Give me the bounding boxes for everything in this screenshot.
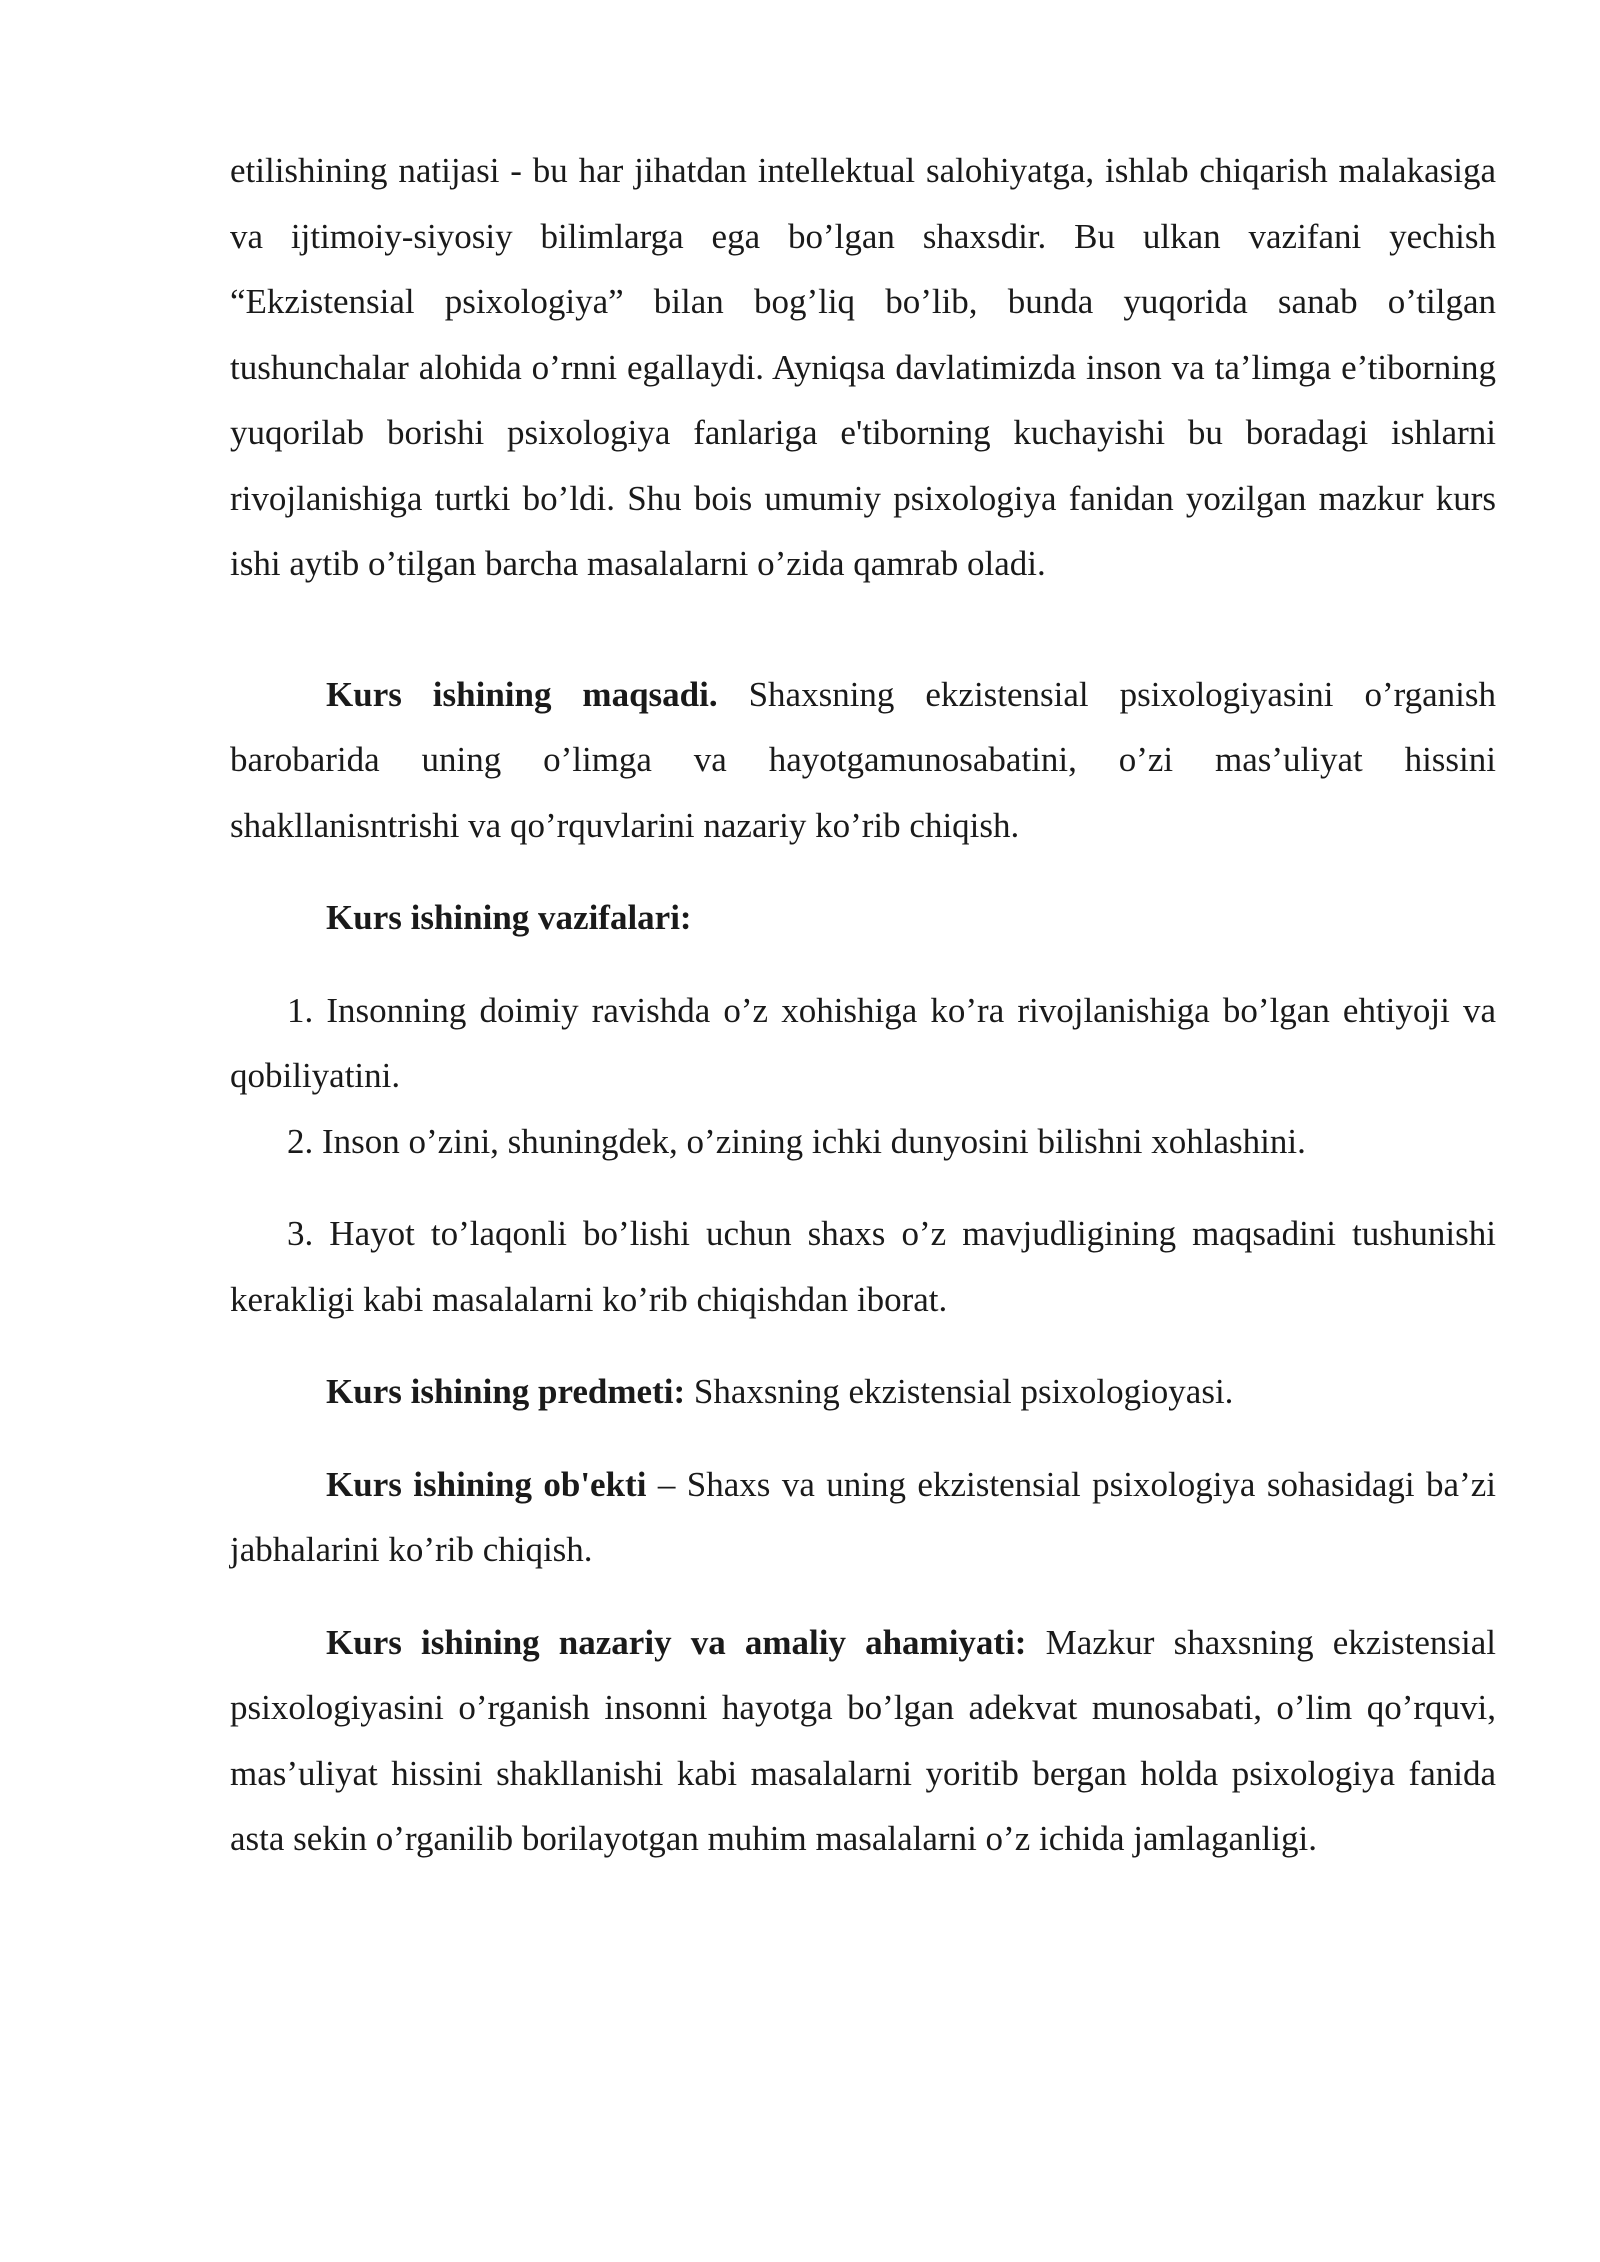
object-label: Kurs ishining ob'ekti	[326, 1464, 647, 1504]
object-text: – Shaxs va uning ekzistensial psixologiya sohasidagi ba’zi jabhalarini ko’rib chiqish.	[230, 1464, 1496, 1569]
tasks-heading	[230, 885, 1496, 951]
intro-paragraph: etilishining natijasi - bu har jihatdan intellektual salohiyatga, ishlab chiqarish malakasiga va ijtimoiy-siyosiy bilimlarga ega bo’lgan shaxsdir. Bu ulkan vazifani yechish “Ekzistensial psixologiya” bilan bog’liq bo’lib, bunda yuqorida sanab o’tilgan tushunchalar alohida o’rnni egallaydi. Ayniqsa davlatimizda inson va ta’limga e’tiborning yuqorilab borishi psixologiya fanlariga e'tiborning kuchayishi bu boradagi ishlarni rivojlanishiga turtki bo’ldi. Shu bois umumiy psixologiya fanidan yozilgan mazkur kurs ishi aytib o’tilgan barcha masalalarni o’zida qamrab oladi.	[230, 151, 1496, 583]
significance-text: Mazkur shaxsning ekzistensial psixologiyasini o’rganish insonni hayotga bo’lgan adekvat munosabati, o’lim qo’rquvi, mas’uliyat hissini shakllanishi kabi masalalarni yoritib bergan holda psixologiya fanida asta sekin o’rganilib borilayotgan muhim masalalarni o’z ichida jamlaganligi.	[230, 1622, 1497, 1858]
significance-paragraph	[230, 1610, 1496, 1872]
document-page	[230, 138, 1496, 1872]
subject-paragraph	[230, 1359, 1496, 1425]
task-item-3: 3. Hayot to’laqonli bo’lishi uchun shaxs o’z mavjudligining maqsadini tushunishi kerakligi kabi masalalarni ko’rib chiqishdan iborat.	[230, 1214, 1496, 1319]
goal-paragraph	[230, 662, 1496, 859]
task-item-1: 1. Insonning doimiy ravishda o’z xohishiga ko’ra rivojlanishiga bo’lgan ehtiyoji va qobiliyatini.	[230, 990, 1496, 1095]
subject-text: Shaxsning ekzistensial psixologioyasi.	[685, 1372, 1234, 1411]
significance-label: Kurs ishining nazariy va amaliy ahamiyati:	[326, 1622, 1027, 1662]
subject-label: Kurs ishining predmeti:	[326, 1372, 686, 1411]
object-paragraph	[230, 1452, 1496, 1583]
goal-text: Shaxsning ekzistensial psixologiyasini o’rganish barobarida uning o’limga va hayotgamunosabatini, o’zi mas’uliyat hissini shakllanisntrishi va qo’rquvlarini nazariy ko’rib chiqish.	[230, 674, 1497, 845]
task-item-2: 2. Inson o’zini, shuningdek, o’zining ichki dunyosini bilishni xohlashini.	[287, 1121, 1306, 1161]
goal-label: Kurs ishining maqsadi.	[326, 674, 718, 714]
tasks-label: Kurs ishining vazifalari:	[326, 898, 692, 937]
